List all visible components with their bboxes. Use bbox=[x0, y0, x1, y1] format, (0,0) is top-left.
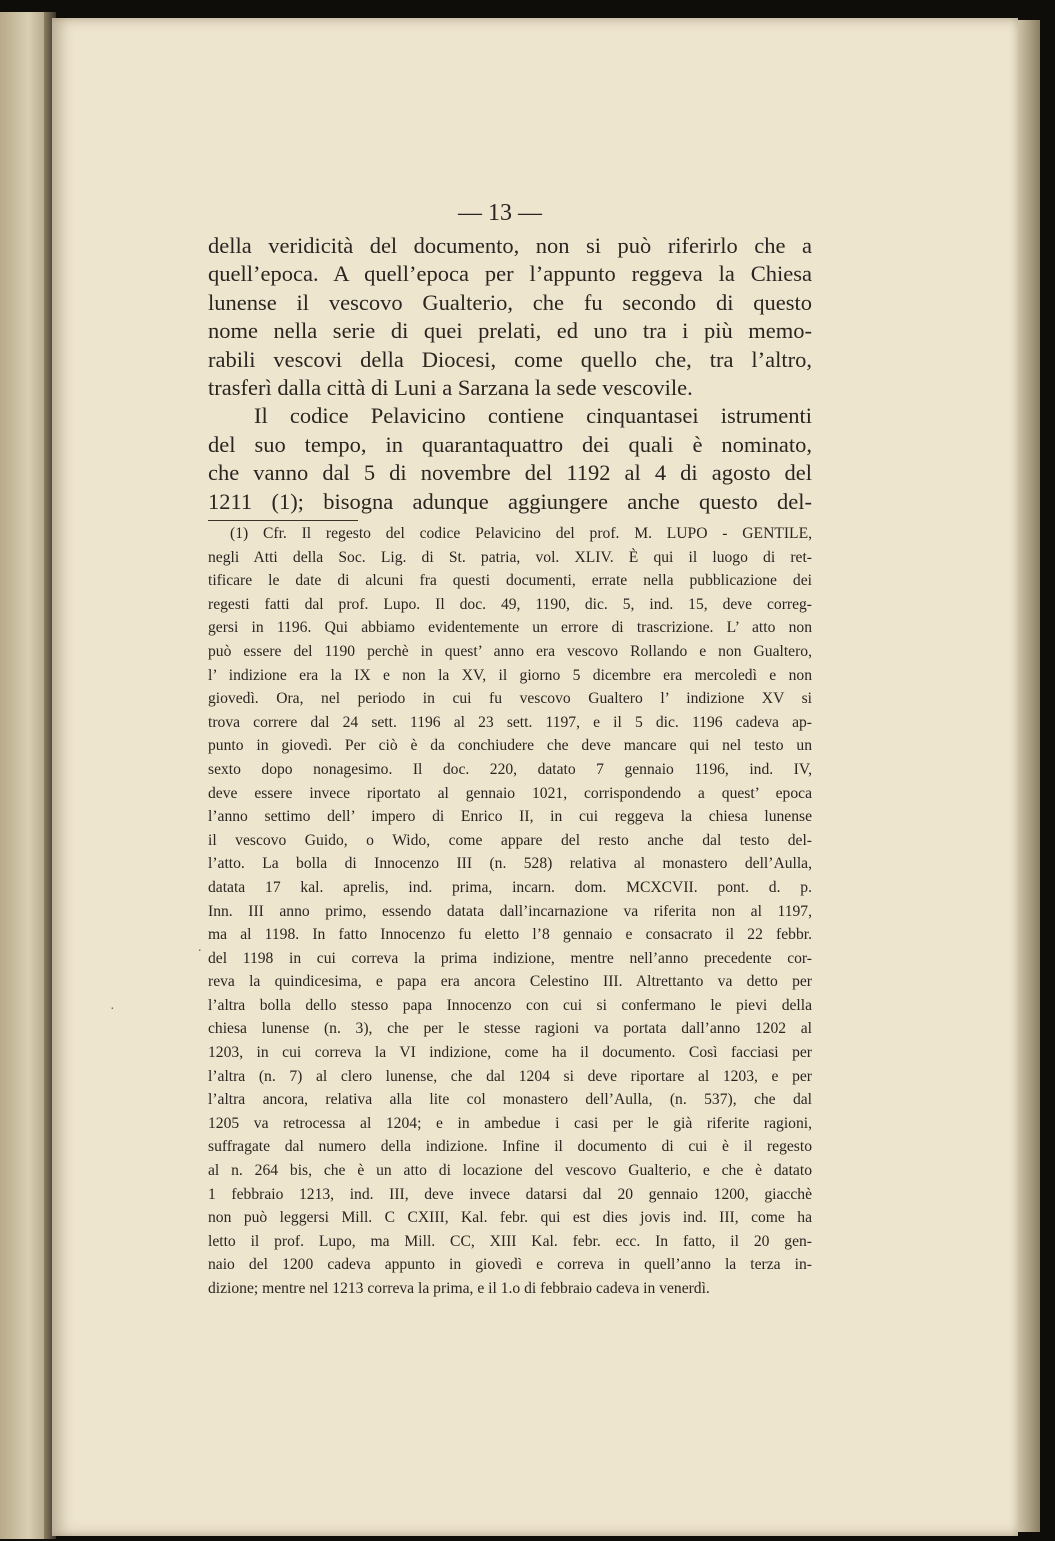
footnote-line: l’anno settimo dell’ impero di Enrico II, in cui reggeva la chiesa lunense bbox=[208, 808, 812, 826]
footnote-line: l’altra ancora, relativa alla lite col monastero dell’Aulla, (n. 537), che dal bbox=[208, 1091, 812, 1109]
body-line: rabili vescovi della Diocesi, come quello che, tra l’altro, bbox=[208, 346, 812, 372]
footnote-line: negli Atti della Soc. Lig. di St. patria, vol. XLIV. È qui il luogo di ret- bbox=[208, 548, 812, 566]
body-line: che vanno dal 5 di novembre del 1192 al 4 di agosto del bbox=[208, 460, 812, 486]
footnote-line: l’ indizione era la IX e non la XV, il giorno 5 dicembre era mercoledì e non bbox=[208, 666, 812, 684]
body-line: quell’epoca. A quell’epoca per l’appunto reggeva la Chiesa bbox=[208, 261, 812, 287]
footnote-line: l’altra bolla dello stesso papa Innocenzo con cui si confermano le pievi della bbox=[208, 996, 812, 1014]
footnote-line: del 1198 in cui correva la prima indizione, mentre nell’anno precedente cor- bbox=[208, 949, 812, 967]
footnote-line: tificare le date di alcuni fra questi documenti, errate nella pubblicazione dei bbox=[208, 572, 812, 590]
body-line: Il codice Pelavicino contiene cinquantasei istrumenti bbox=[254, 403, 812, 429]
footnote-line: Inn. III anno primo, essendo datata dall’incarnazione va riferita non al 1197, bbox=[208, 902, 812, 920]
footnote-line: l’altra (n. 7) al clero lunense, che dal 1204 si deve riportare al 1203, e per bbox=[208, 1067, 812, 1085]
footnote-line: gersi in 1196. Qui abbiamo evidentemente un errore di trascrizione. L’ atto non bbox=[208, 619, 812, 637]
margin-dot: . bbox=[198, 940, 202, 955]
footnote-line: può essere del 1190 perchè in quest’ anno era vescovo Rollando e non Gualtero, bbox=[208, 642, 812, 660]
footnote-line: deve essere invece riportato al gennaio 1021, corrispondendo a quest’ epoca bbox=[208, 784, 812, 802]
footnote-line: 1205 va retrocessa al 1204; e in ambedue i casi per le già riferite ragioni, bbox=[208, 1114, 812, 1132]
footnote-line: 1 febbraio 1213, ind. III, deve invece datarsi dal 20 gennaio 1200, giacchè bbox=[208, 1185, 812, 1203]
body-line: trasferì dalla città di Luni a Sarzana la sede vescovile. bbox=[208, 374, 693, 400]
footnote-line: naio del 1200 cadeva appunto in giovedì e correva in quell’anno la terza in- bbox=[208, 1256, 812, 1274]
page-stack-edge bbox=[1018, 20, 1040, 1532]
footnote-line: chiesa lunense (n. 3), che per le stesse ragioni va portata dall’anno 1202 al bbox=[208, 1020, 812, 1038]
body-line: 1211 (1); bisogna adunque aggiungere anche questo del- bbox=[208, 488, 812, 514]
footnote-line: reva la quindicesima, e papa era ancora Celestino III. Altrettanto va detto per bbox=[208, 973, 812, 991]
footnote-line: letto il prof. Lupo, ma Mill. CC, XIII Kal. febr. ecc. In fatto, il 20 gen- bbox=[208, 1232, 812, 1250]
footnote-line: trova correre dal 24 sett. 1196 al 23 sett. 1197, e il 5 dic. 1196 cadeva ap- bbox=[208, 713, 812, 731]
footnote-line: il vescovo Guido, o Wido, come appare del resto anche dal testo del- bbox=[208, 831, 812, 849]
page-number: — 13 — bbox=[458, 200, 542, 226]
footnote-line: suffragate dal numero della indizione. Infine il documento di cui è il regesto bbox=[208, 1138, 812, 1156]
footnote-line: giovedì. Ora, nel periodo in cui fu vescovo Gualtero l’ indizione XV si bbox=[208, 690, 812, 708]
footnote-line: 1203, in cui correva la VI indizione, come ha il documento. Così facciasi per bbox=[208, 1044, 812, 1062]
footnote-line: dizione; mentre nel 1213 correva la prima, e il 1.o di febbraio cadeva in venerdì. bbox=[208, 1280, 710, 1297]
footnote-line: punto in giovedì. Per ciò è da conchiudere che deve mancare qui nel testo un bbox=[208, 737, 812, 755]
footnote-line: (1) Cfr. Il regesto del codice Pelavicino del prof. M. LUPO - GENTILE, bbox=[230, 525, 812, 542]
body-line: della veridicità del documento, non si può riferirlo che a bbox=[208, 233, 812, 258]
footnote-line: ma al 1198. In fatto Innocenzo fu eletto l’8 gennaio e consacrato il 22 febbr. bbox=[208, 926, 812, 944]
footnote-line: regesti fatti dal prof. Lupo. Il doc. 49, 1190, dic. 5, ind. 15, deve correg- bbox=[208, 595, 812, 613]
footnote bbox=[208, 522, 812, 1301]
margin-speck: · bbox=[110, 1002, 115, 1017]
footnote-line: datata 17 kal. aprelis, ind. prima, incarn. dom. MCXCVII. pont. d. p. bbox=[208, 878, 812, 896]
footnote-line: non può leggersi Mill. C CXIII, Kal. febr. qui est dies jovis ind. III, come ha bbox=[208, 1209, 812, 1227]
body-line: lunense il vescovo Gualterio, che fu secondo di questo bbox=[208, 289, 812, 315]
footnote-line: l’atto. La bolla di Innocenzo III (n. 528) relativa al monastero dell’Aulla, bbox=[208, 855, 812, 873]
body-text bbox=[208, 232, 812, 516]
footnote-rule bbox=[208, 520, 358, 521]
footnote-line: al n. 264 bis, che è un atto di locazione del vescovo Gualterio, e che è datato bbox=[208, 1162, 812, 1180]
body-line: del suo tempo, in quarantaquattro dei quali è nominato, bbox=[208, 431, 812, 457]
body-line: nome nella serie di quei prelati, ed uno tra i più memo- bbox=[208, 318, 812, 344]
footnote-line: sexto dopo nonagesimo. Il doc. 220, datato 7 gennaio 1196, ind. IV, bbox=[208, 760, 812, 778]
